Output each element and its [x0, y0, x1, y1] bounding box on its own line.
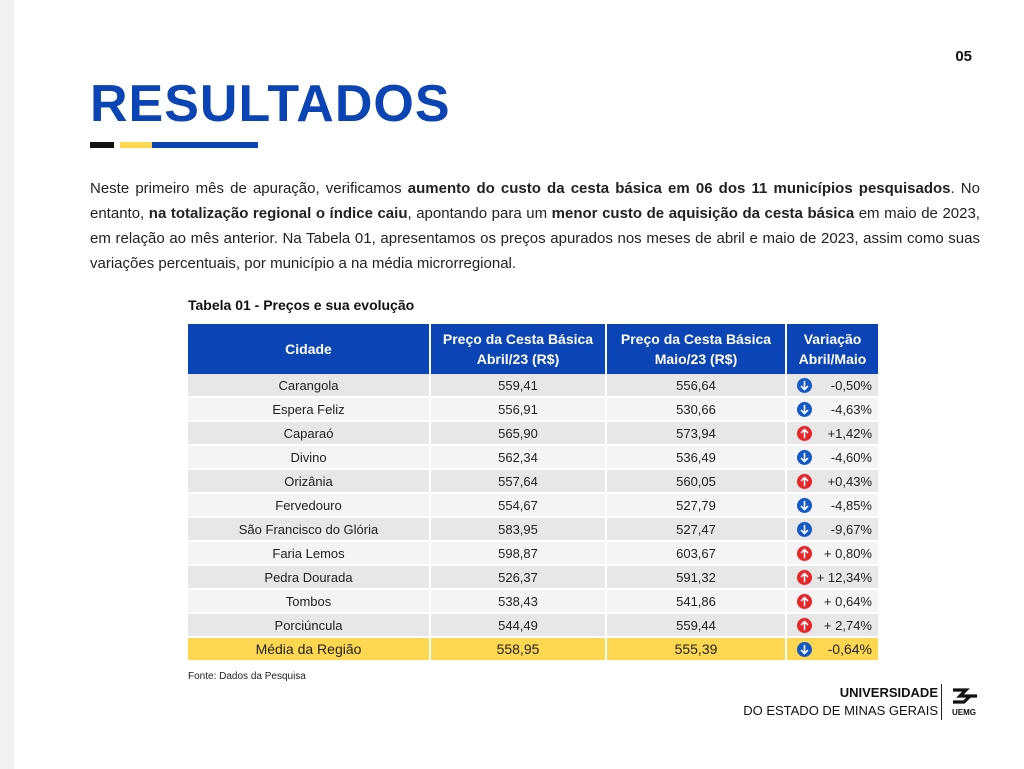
intro-paragraph — [90, 176, 980, 276]
source-note: Fonte: Dados da Pesquisa — [188, 671, 306, 682]
cell-city: Espera Feliz — [188, 397, 430, 421]
variation-value: -4,85% — [830, 497, 872, 513]
cell-may-price: 541,86 — [606, 589, 786, 613]
cell-variation — [786, 637, 878, 661]
header-variation-line2: Abril/Maio — [798, 351, 867, 367]
page-edge — [0, 0, 14, 769]
cell-variation — [786, 517, 878, 541]
table-caption: Tabela 01 - Preços e sua evolução — [188, 297, 415, 313]
logo-divider — [941, 684, 942, 720]
cell-april-price: 559,41 — [430, 374, 606, 397]
cell-variation — [786, 589, 878, 613]
price-table — [188, 324, 878, 662]
table-row — [188, 397, 878, 421]
arrow-down-icon — [797, 450, 812, 465]
cell-city: Divino — [188, 445, 430, 469]
arrow-up-icon — [797, 474, 812, 489]
variation-value: -0,50% — [830, 377, 872, 393]
title-underline — [90, 142, 258, 148]
table-row — [188, 469, 878, 493]
cell-april-price: 544,49 — [430, 613, 606, 637]
intro-text: em maio de 2023, em relação ao mês anterior. Na Tabela 01, apresentamos os preços apurados nos meses de abril e maio de 2023, assim como suas variações percentuais, por município a na média microrregional. — [90, 205, 980, 272]
cell-may-price: 573,94 — [606, 421, 786, 445]
cell-april-price: 562,34 — [430, 445, 606, 469]
table-row — [188, 374, 878, 397]
header-variation-line1: Variação — [803, 331, 862, 347]
table-row — [188, 517, 878, 541]
table-row — [188, 541, 878, 565]
variation-value: +1,42% — [827, 425, 872, 441]
intro-text: . No entanto, — [90, 180, 980, 222]
arrow-up-icon — [797, 546, 812, 561]
cell-april-price: 526,37 — [430, 565, 606, 589]
intro-text: , apontando para um — [407, 205, 552, 222]
cell-city: Caparaó — [188, 421, 430, 445]
uemg-logo — [950, 686, 982, 720]
header-city-label: Cidade — [285, 341, 332, 357]
cell-city: Porciúncula — [188, 613, 430, 637]
intro-highlight: na totalização regional o índice caiu — [148, 205, 408, 222]
table-body — [188, 374, 878, 661]
variation-value: +0,43% — [827, 473, 872, 489]
cell-variation — [786, 469, 878, 493]
table-row — [188, 445, 878, 469]
arrow-up-icon — [797, 618, 812, 633]
header-april — [430, 324, 606, 374]
intro-text: Neste primeiro mês de apuração, verificamos — [90, 180, 408, 197]
arrow-up-icon — [797, 570, 812, 585]
cell-may-price: 603,67 — [606, 541, 786, 565]
variation-value: + 12,34% — [816, 569, 872, 585]
cell-variation — [786, 613, 878, 637]
variation-value: + 0,64% — [823, 593, 872, 609]
cell-variation — [786, 374, 878, 397]
cell-city: Faria Lemos — [188, 541, 430, 565]
arrow-down-icon — [797, 378, 812, 393]
arrow-up-icon — [797, 426, 812, 441]
cell-city: Fervedouro — [188, 493, 430, 517]
cell-variation — [786, 397, 878, 421]
cell-variation — [786, 493, 878, 517]
cell-city: Carangola — [188, 374, 430, 397]
cell-may-price: 591,32 — [606, 565, 786, 589]
cell-april-price: 565,90 — [430, 421, 606, 445]
intro-highlight: menor custo de aquisição da cesta básica — [551, 205, 855, 222]
table-row — [188, 589, 878, 613]
cell-may-price: 559,44 — [606, 613, 786, 637]
cell-may-price: 527,79 — [606, 493, 786, 517]
university-line1: UNIVERSIDADE — [839, 685, 938, 700]
header-may — [606, 324, 786, 374]
cell-april-price: 554,67 — [430, 493, 606, 517]
underline-blue — [152, 142, 258, 148]
underline-black — [90, 142, 114, 148]
table-row-average — [188, 637, 878, 661]
table-header-row — [188, 324, 878, 374]
header-variation — [786, 324, 878, 374]
cell-variation — [786, 565, 878, 589]
variation-value: -0,64% — [827, 641, 872, 657]
variation-value: + 2,74% — [823, 617, 872, 633]
cell-variation — [786, 541, 878, 565]
header-may-line1: Preço da Cesta Básica — [620, 331, 772, 347]
cell-city: Tombos — [188, 589, 430, 613]
table-row — [188, 613, 878, 637]
cell-april-price: 598,87 — [430, 541, 606, 565]
variation-value: -4,60% — [830, 449, 872, 465]
cell-may-price: 560,05 — [606, 469, 786, 493]
header-city — [188, 324, 430, 374]
cell-may-price: 527,47 — [606, 517, 786, 541]
uemg-logo-mark-icon — [950, 686, 980, 706]
page-title: RESULTADOS — [90, 75, 451, 133]
header-april-line1: Preço da Cesta Básica — [442, 331, 594, 347]
arrow-down-icon — [797, 498, 812, 513]
cell-april-price: 557,64 — [430, 469, 606, 493]
variation-value: + 0,80% — [823, 545, 872, 561]
cell-city: São Francisco do Glória — [188, 517, 430, 541]
table-row — [188, 493, 878, 517]
cell-variation — [786, 445, 878, 469]
cell-city: Orizânia — [188, 469, 430, 493]
arrow-down-icon — [797, 522, 812, 537]
uemg-logo-text: UEMG — [952, 708, 976, 717]
intro-highlight: aumento do custo da cesta básica em 06 dos 11 municípios pesquisados — [407, 180, 951, 197]
variation-value: -9,67% — [830, 521, 872, 537]
cell-may-price: 536,49 — [606, 445, 786, 469]
table-row — [188, 421, 878, 445]
table-row — [188, 565, 878, 589]
cell-april-price: 558,95 — [430, 637, 606, 661]
cell-may-price: 530,66 — [606, 397, 786, 421]
cell-city: Média da Região — [188, 637, 430, 661]
cell-may-price: 556,64 — [606, 374, 786, 397]
variation-value: -4,63% — [830, 401, 872, 417]
header-may-line2: Maio/23 (R$) — [654, 351, 738, 367]
header-april-line2: Abril/23 (R$) — [476, 351, 560, 367]
cell-variation — [786, 421, 878, 445]
arrow-down-icon — [797, 642, 812, 657]
cell-may-price: 555,39 — [606, 637, 786, 661]
page-number: 05 — [955, 48, 972, 65]
cell-april-price: 538,43 — [430, 589, 606, 613]
underline-yellow — [120, 142, 152, 148]
cell-city: Pedra Dourada — [188, 565, 430, 589]
university-line2: DO ESTADO DE MINAS GERAIS — [743, 703, 938, 718]
cell-april-price: 583,95 — [430, 517, 606, 541]
cell-april-price: 556,91 — [430, 397, 606, 421]
arrow-up-icon — [797, 594, 812, 609]
arrow-down-icon — [797, 402, 812, 417]
university-name — [743, 684, 938, 720]
